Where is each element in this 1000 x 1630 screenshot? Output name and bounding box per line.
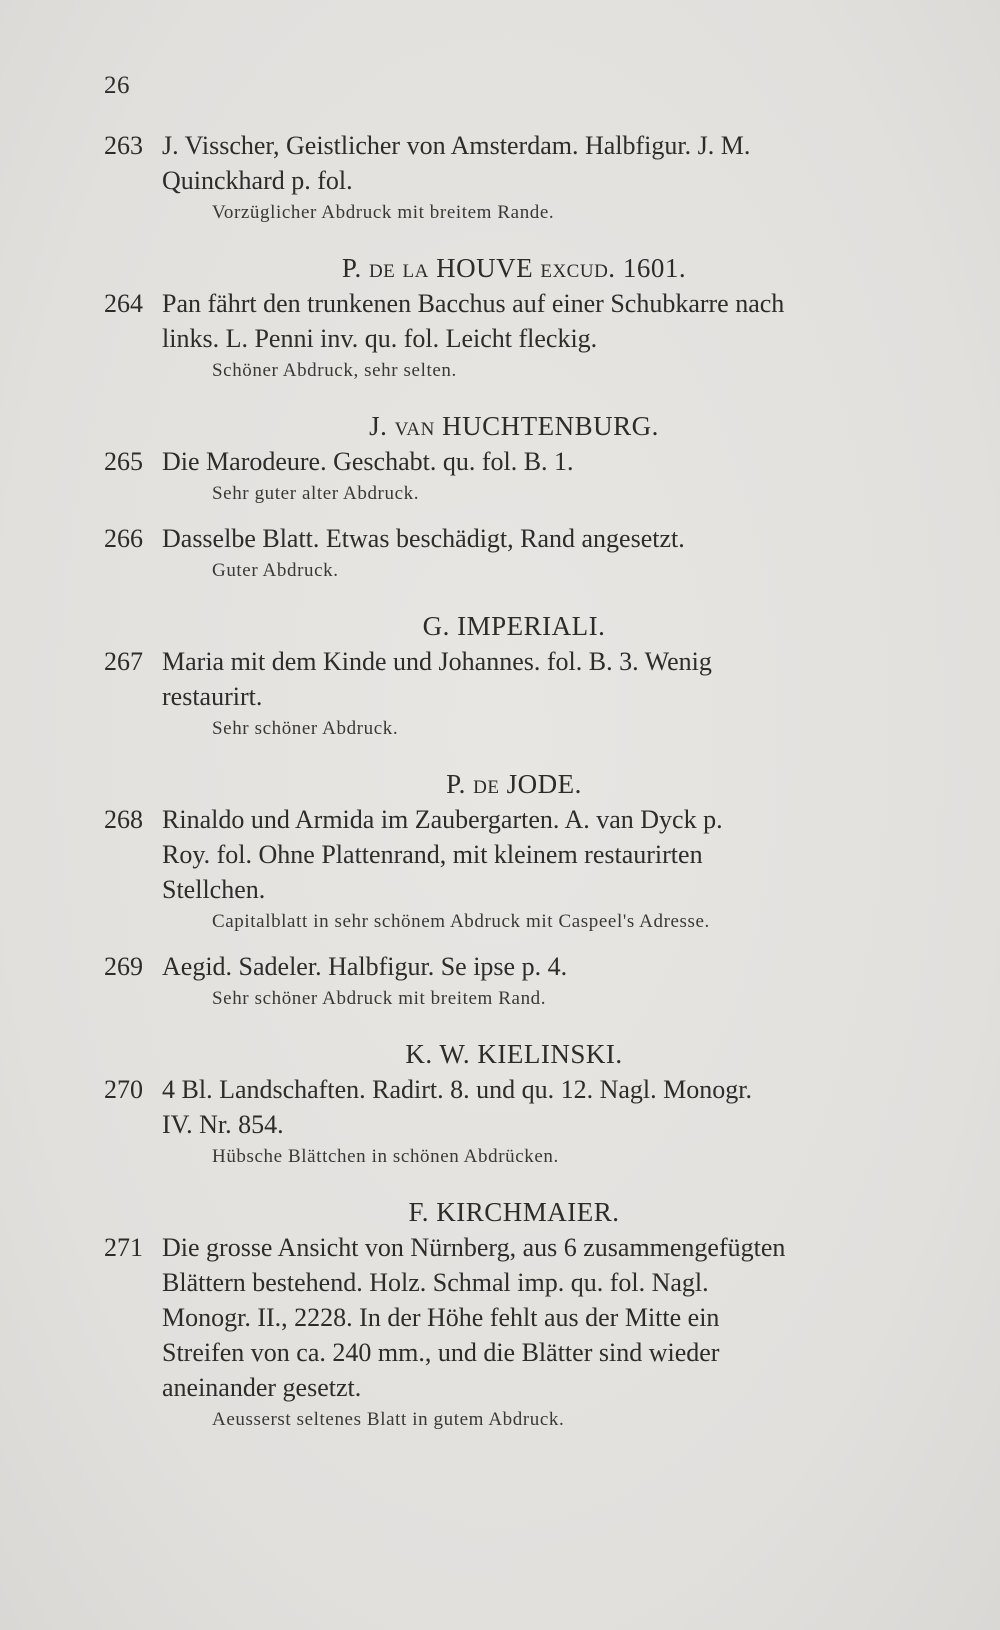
heading-text: 1601. bbox=[615, 253, 687, 283]
heading-small-caps: excud. bbox=[540, 253, 616, 283]
artist-heading-kielinski bbox=[104, 1036, 924, 1072]
lot-number: 265 bbox=[104, 447, 143, 476]
lot-number: 267 bbox=[104, 647, 143, 676]
page-number: 26 bbox=[104, 72, 130, 99]
entry-first-line bbox=[104, 949, 924, 984]
lot-description-continued: Streifen von ca. 240 mm., und die Blätter sind wieder bbox=[162, 1338, 720, 1367]
entry-first-line bbox=[104, 521, 924, 556]
impression-note: Sehr schöner Abdruck. bbox=[212, 718, 399, 739]
heading-text: K. W. KIELINSKI. bbox=[405, 1039, 623, 1069]
lot-description: Die Marodeure. Geschabt. qu. fol. B. 1. bbox=[162, 447, 574, 476]
heading-text: F. KIRCHMAIER. bbox=[408, 1197, 620, 1227]
catalog-entry bbox=[104, 286, 924, 386]
lot-description: J. Visscher, Geistlicher von Amsterdam. Halbfigur. J. M. bbox=[162, 131, 751, 160]
impression-note: Schöner Abdruck, sehr selten. bbox=[212, 360, 457, 381]
lot-description-continued: Roy. fol. Ohne Plattenrand, mit kleinem restaurirten bbox=[162, 840, 703, 869]
heading-small-caps: van bbox=[394, 411, 435, 441]
catalog-entry bbox=[104, 128, 924, 228]
impression-note: Sehr schöner Abdruck mit breitem Rand. bbox=[212, 988, 547, 1009]
entry-first-line bbox=[104, 444, 924, 479]
entry-first-line bbox=[104, 644, 924, 679]
impression-note: Hübsche Blättchen in schönen Abdrücken. bbox=[212, 1146, 559, 1167]
lot-number: 268 bbox=[104, 805, 143, 834]
heading-text: P. bbox=[446, 769, 474, 799]
impression-note: Vorzüglicher Abdruck mit breitem Rande. bbox=[212, 202, 555, 223]
entry-first-line bbox=[104, 286, 924, 321]
lot-description: 4 Bl. Landschaften. Radirt. 8. und qu. 12. Nagl. Monogr. bbox=[162, 1075, 752, 1104]
impression-note: Capitalblatt in sehr schönem Abdruck mit Caspeel's Adresse. bbox=[212, 911, 710, 932]
catalog-entry bbox=[104, 802, 924, 937]
artist-heading-imperiali bbox=[104, 608, 924, 644]
lot-description-continued: restaurirt. bbox=[162, 682, 263, 711]
lot-description: Die grosse Ansicht von Nürnberg, aus 6 zusammengefügten bbox=[162, 1233, 786, 1262]
catalog-entry bbox=[104, 949, 924, 1014]
heading-text: G. IMPERIALI. bbox=[422, 611, 606, 641]
lot-number: 269 bbox=[104, 952, 143, 981]
catalog-entry bbox=[104, 1072, 924, 1172]
heading-text: JODE. bbox=[499, 769, 582, 799]
lot-description: Pan fährt den trunkenen Bacchus auf einer Schubkarre nach bbox=[162, 289, 785, 318]
catalog-entry bbox=[104, 644, 924, 744]
lot-description-continued: Blättern bestehend. Holz. Schmal imp. qu. fol. Nagl. bbox=[162, 1268, 709, 1297]
lot-description: Dasselbe Blatt. Etwas beschädigt, Rand angesetzt. bbox=[162, 524, 685, 553]
artist-heading-jode bbox=[104, 766, 924, 802]
heading-small-caps: de la bbox=[368, 253, 429, 283]
catalog-content bbox=[104, 128, 924, 1435]
lot-number: 266 bbox=[104, 524, 143, 553]
lot-description-continued: Monogr. II., 2228. In der Höhe fehlt aus der Mitte ein bbox=[162, 1303, 720, 1332]
lot-description-continued: Stellchen. bbox=[162, 875, 266, 904]
lot-description: Maria mit dem Kinde und Johannes. fol. B. 3. Wenig bbox=[162, 647, 712, 676]
impression-note: Sehr guter alter Abdruck. bbox=[212, 483, 420, 504]
artist-heading-houve bbox=[104, 250, 924, 286]
lot-description: Aegid. Sadeler. Halbfigur. Se ipse p. 4. bbox=[162, 952, 568, 981]
heading-text: HUCHTENBURG. bbox=[434, 411, 659, 441]
lot-description-continued: links. L. Penni inv. qu. fol. Leicht fleckig. bbox=[162, 324, 598, 353]
lot-description-continued: Quinckhard p. fol. bbox=[162, 166, 353, 195]
heading-text: HOUVE bbox=[428, 253, 541, 283]
impression-note: Guter Abdruck. bbox=[212, 560, 339, 581]
catalog-entry bbox=[104, 444, 924, 509]
lot-description-continued: aneinander gesetzt. bbox=[162, 1373, 362, 1402]
entry-first-line bbox=[104, 1230, 924, 1265]
entry-first-line bbox=[104, 802, 924, 837]
heading-text: P. bbox=[341, 253, 369, 283]
catalog-entry bbox=[104, 1230, 924, 1435]
entry-spacer bbox=[104, 937, 924, 949]
heading-text: J. bbox=[369, 411, 395, 441]
lot-number: 264 bbox=[104, 289, 143, 318]
lot-number: 271 bbox=[104, 1233, 143, 1262]
lot-number: 263 bbox=[104, 131, 143, 160]
entry-spacer bbox=[104, 509, 924, 521]
entry-first-line bbox=[104, 128, 924, 163]
lot-description-continued: IV. Nr. 854. bbox=[162, 1110, 284, 1139]
impression-note: Aeusserst seltenes Blatt in gutem Abdruck. bbox=[212, 1409, 565, 1430]
artist-heading-kirchmaier bbox=[104, 1194, 924, 1230]
lot-description: Rinaldo und Armida im Zaubergarten. A. van Dyck p. bbox=[162, 805, 723, 834]
entry-first-line bbox=[104, 1072, 924, 1107]
lot-number: 270 bbox=[104, 1075, 143, 1104]
artist-heading-huchtenburg bbox=[104, 408, 924, 444]
heading-small-caps: de bbox=[473, 769, 500, 799]
catalog-entry bbox=[104, 521, 924, 586]
